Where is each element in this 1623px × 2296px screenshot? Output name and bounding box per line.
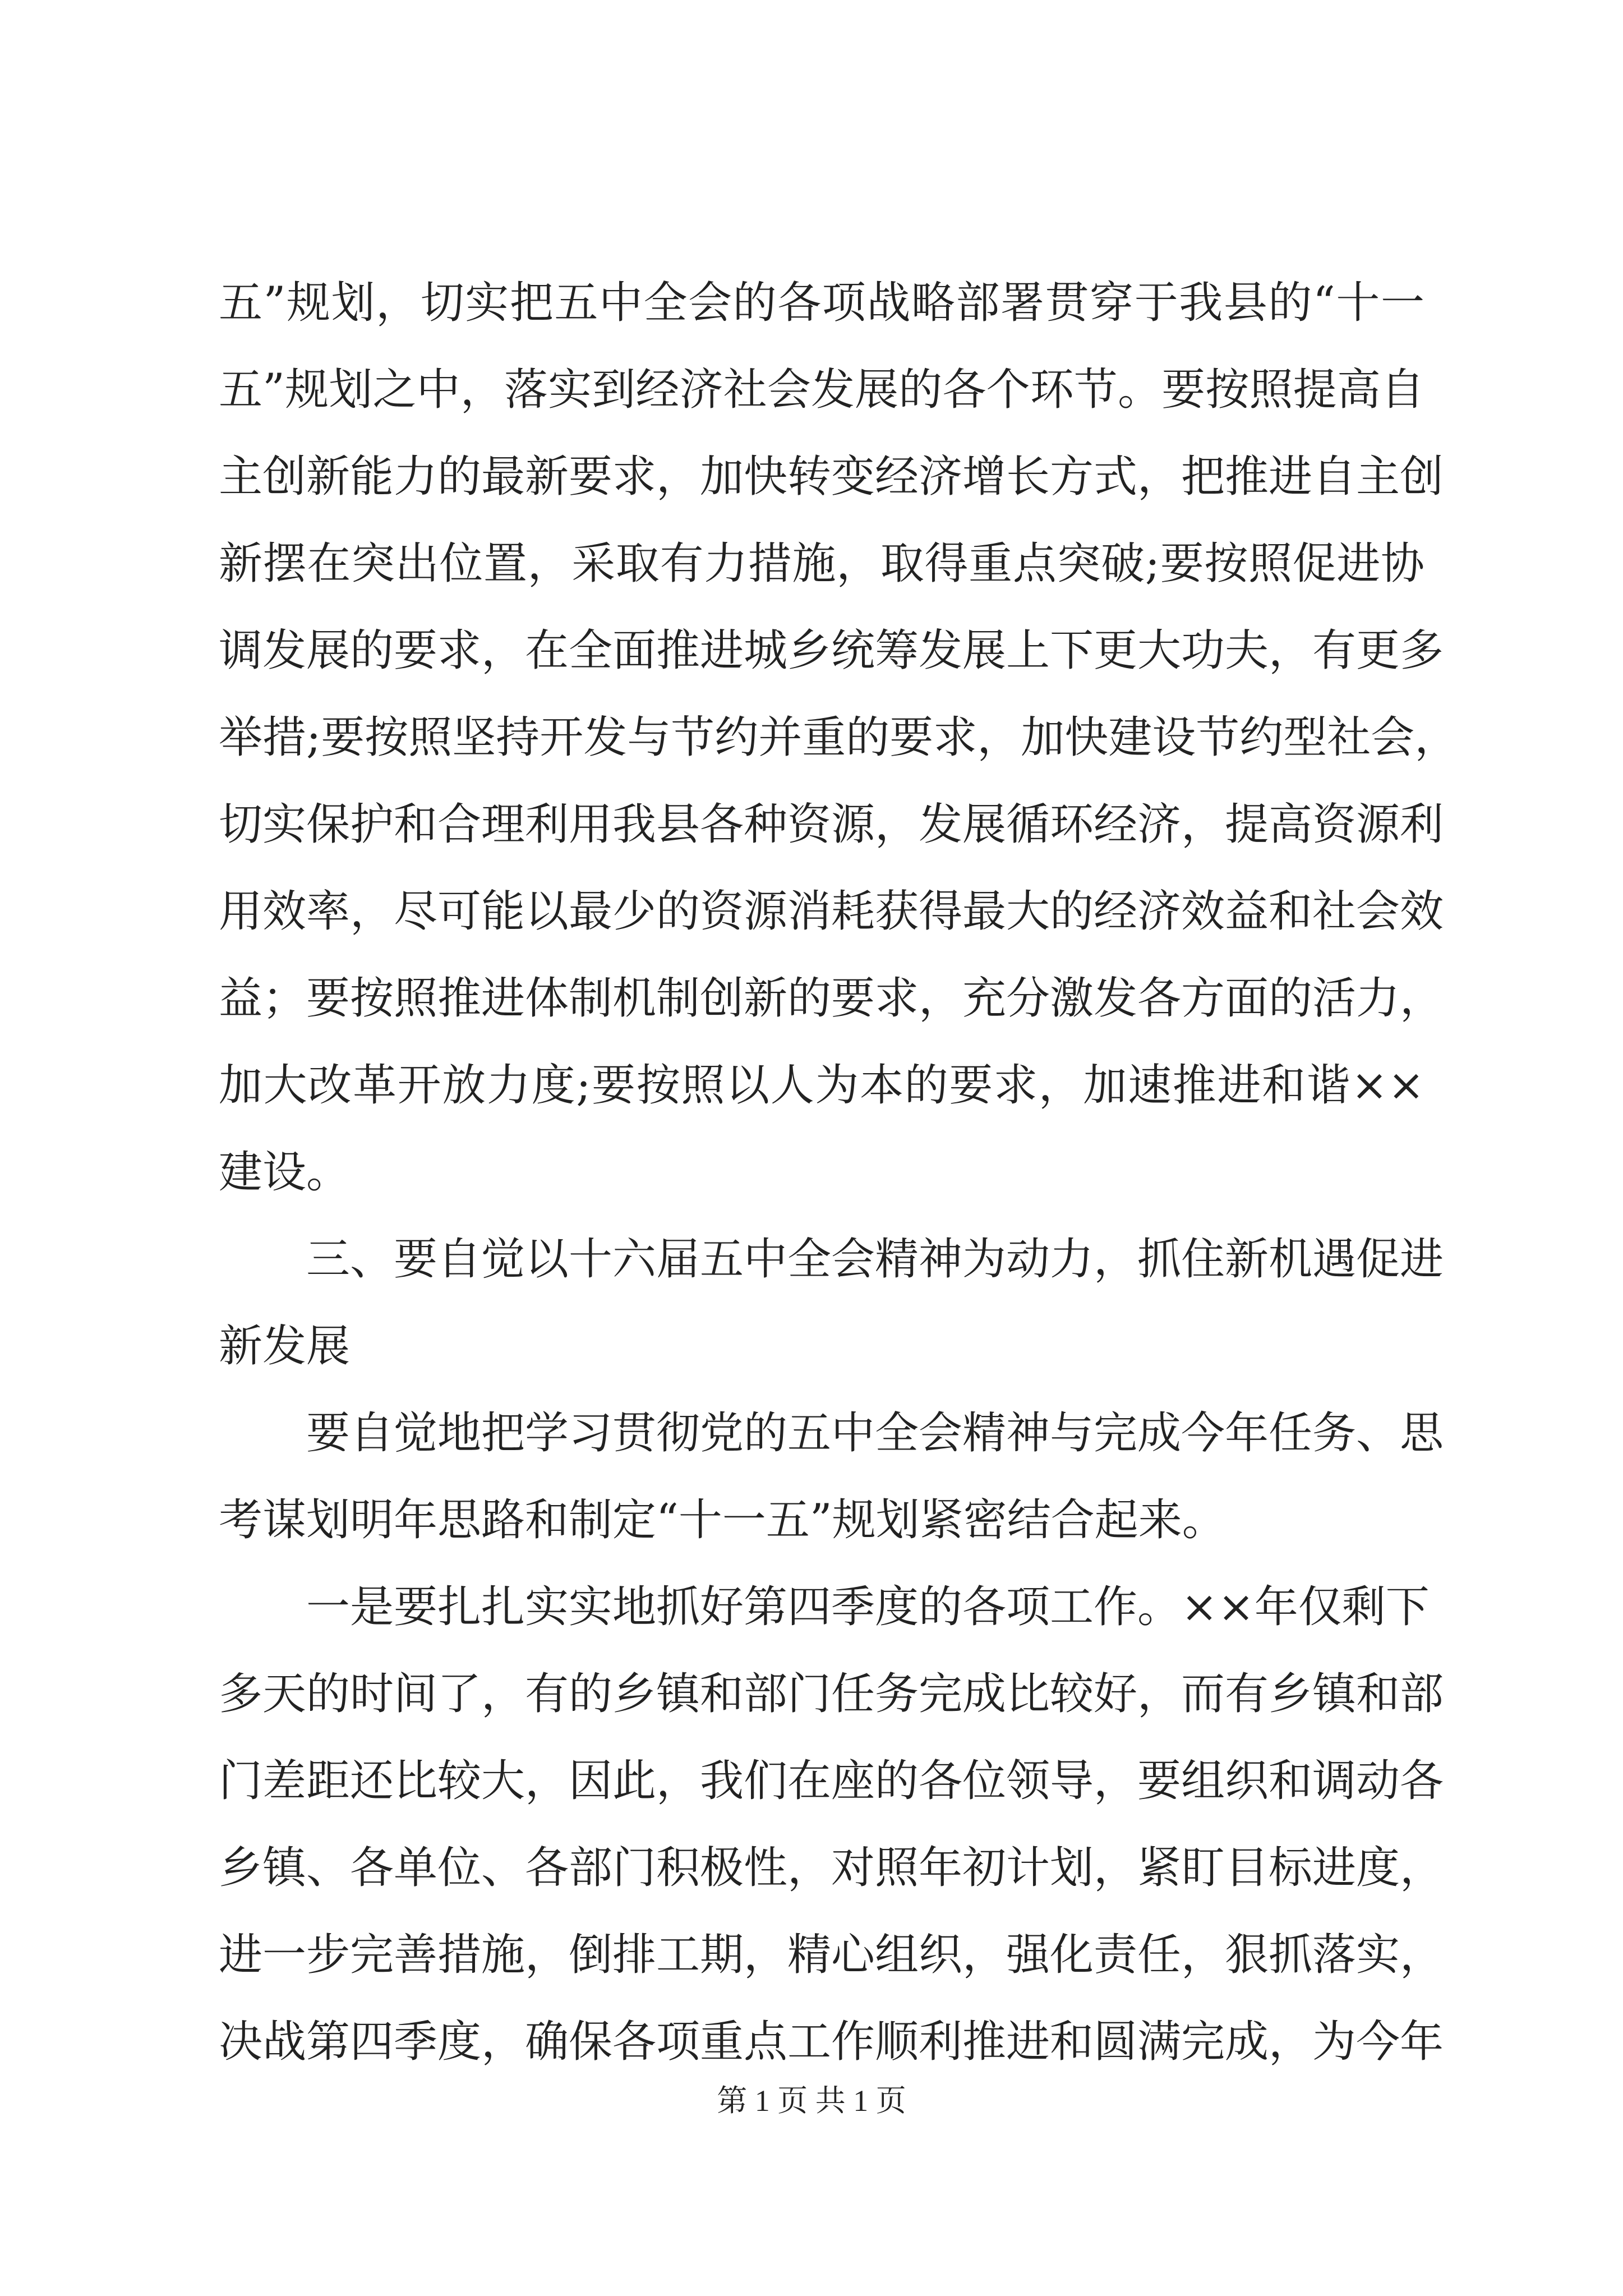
text-line: 建设。 [219, 1147, 351, 1198]
text-line: 要自觉地把学习贯彻党的五中全会精神与完成今年任务、思 [306, 1408, 1444, 1458]
text-line: 五”规划之中，落实到经济社会发展的各个环节。要按照提高自 [219, 365, 1424, 415]
text-line: 多天的时间了，有的乡镇和部门任务完成比较好，而有乡镇和部 [219, 1669, 1444, 1719]
page-footer: 第 1 页 共 1 页 [717, 2084, 906, 2118]
text-line: 门差距还比较大，因此，我们在座的各位领导，要组织和调动各 [219, 1756, 1444, 1806]
text-line: 三、要自觉以十六届五中全会精神为动力，抓住新机遇促进 [306, 1234, 1444, 1285]
text-line: 新发展 [219, 1321, 351, 1372]
text-line: 乡镇、各单位、各部门积极性，对照年初计划，紧盯目标进度， [219, 1843, 1444, 1893]
text-line: 考谋划明年思路和制定“十一五”规划紧密结合起来。 [219, 1495, 1226, 1545]
text-line: 一是要扎扎实实地抓好第四季度的各项工作。××年仅剩下 [306, 1582, 1430, 1632]
text-line: 举措;要按照坚持开发与节约并重的要求，加快建设节约型社会， [219, 712, 1459, 763]
text-line: 加大改革开放力度;要按照以人为本的要求，加速推进和谐×× [219, 1060, 1424, 1111]
text-line: 新摆在突出位置，采取有力措施，取得重点突破;要按照促进协 [219, 539, 1424, 589]
text-line: 用效率，尽可能以最少的资源消耗获得最大的经济效益和社会效 [219, 886, 1444, 937]
text-line: 进一步完善措施，倒排工期，精心组织，强化责任，狠抓落实， [219, 1930, 1444, 1980]
text-line: 切实保护和合理利用我县各种资源，发展循环经济，提高资源利 [219, 799, 1444, 850]
text-line: 五”规划，切实把五中全会的各项战略部署贯穿于我县的“十一 [219, 278, 1424, 328]
text-line: 调发展的要求，在全面推进城乡统筹发展上下更大功夫，有更多 [219, 625, 1444, 676]
text-line: 益；要按照推进体制机制创新的要求，充分激发各方面的活力， [219, 973, 1444, 1024]
text-line: 决战第四季度，确保各项重点工作顺利推进和圆满完成，为今年 [219, 2017, 1444, 2067]
text-line: 主创新能力的最新要求，加快转变经济增长方式，把推进自主创 [219, 452, 1444, 502]
document-body [219, 260, 1459, 2086]
